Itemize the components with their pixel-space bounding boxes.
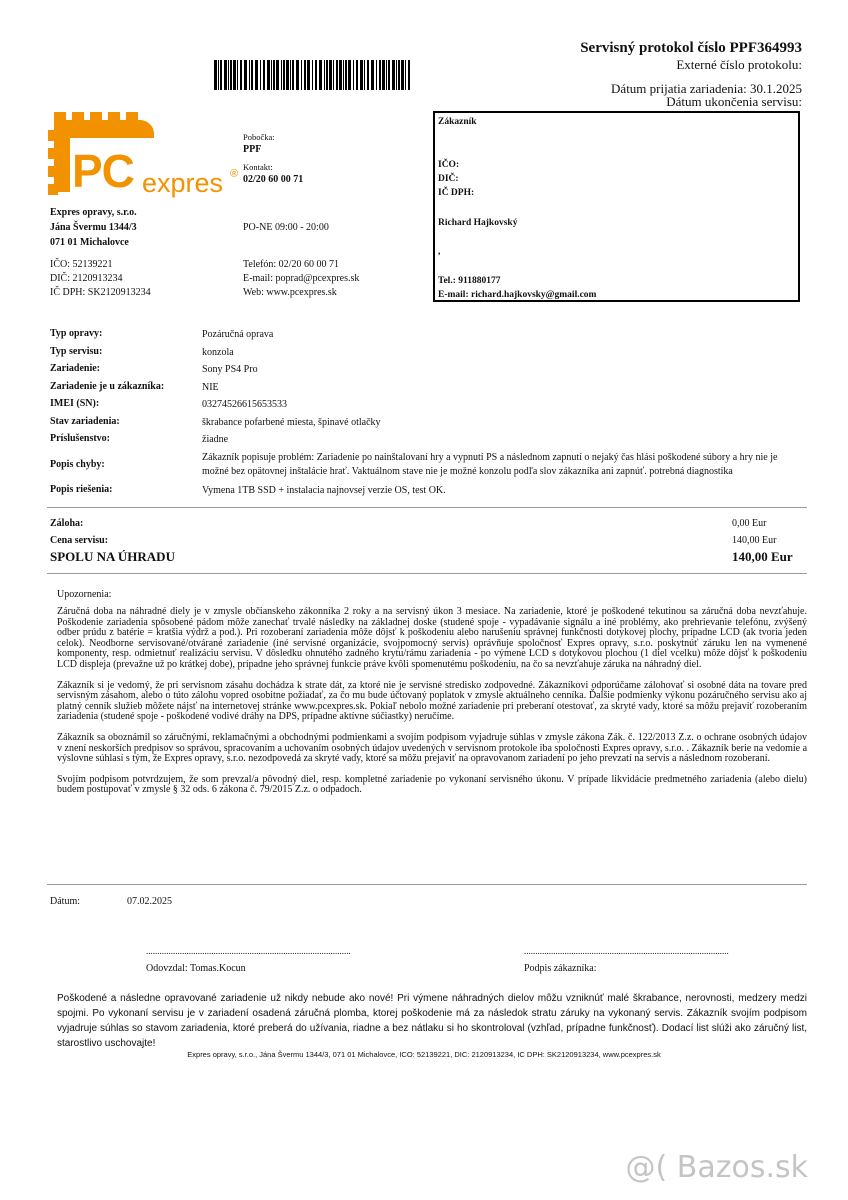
barcode-bar — [283, 60, 285, 90]
barcode-bar — [396, 60, 397, 90]
divider — [47, 884, 807, 885]
barcode-bar — [276, 60, 279, 90]
barcode-bar — [228, 60, 229, 90]
spec-label: Typ servisu: — [50, 346, 103, 357]
barcode-bar — [353, 60, 354, 90]
branch-email: E-mail: poprad@pcexpres.sk — [243, 273, 360, 284]
spec-label: Stav zariadenia: — [50, 416, 120, 427]
notice-paragraph: Zákazník si je vedomý, že pri servisnom zásahu dochádza k strate dát, za ktoré nie je servisné stredisko zodpovedné. Zákazníkovi odporúčame zálohovať si osobné dáta na tovare pred servisným zásahom, alebo o túto zálohu vopred osobitne požiadať, za čo mu bude účtovaný poplatok v zmysle aktuálneho cenníka. Ďalšie podmienky výkonu pozáručného servisu ako aj platný cenník služieb môžete nájsť na internetovej stránke www.pcexpres.sk. Pokiaľ nebolo možné zariadenie pri preberaní otestovať, za skryté vady, ktoré sa môžu prejaviť rozoberaním zariadenia (studené spoje - poškodené vodivé dráhy na DPS, prípadne aktívne súčiastky) neručíme. — [57, 679, 807, 723]
customer-address: , — [438, 247, 441, 257]
barcode-bar — [408, 60, 410, 90]
date-label: Dátum: — [50, 896, 80, 907]
branch-label: Pobočka: — [243, 132, 275, 142]
barcode-bar — [233, 60, 236, 90]
barcode-bar — [339, 60, 342, 90]
barcode-bar — [230, 60, 232, 90]
barcode-bar — [271, 60, 272, 90]
barcode-bar — [371, 60, 374, 90]
barcode-bar — [336, 60, 338, 90]
barcode-bar — [260, 60, 261, 90]
barcode-bar — [345, 60, 347, 90]
barcode-bar — [360, 60, 363, 90]
barcode-bar — [329, 60, 332, 90]
notice-paragraph: Záručná doba na náhradné diely je v zmysle občianskeho zákonníka 2 roky a na servisný úkon 3 mesiace. Na zariadenie, ktoré je poškodené tekutinou sa záručná doba nevzťahuje. Poškodenie zariadenia spôsobené pádom môže zanechať trvalé následky na základnej doske (studené spoje - vypadávanie signálu a iné problémy, ako prehrievanie telefónu, zvýšený odber prúdu z batérie = kratšia výdrž a pod.). Pri rozoberaní zariadenia môže dôjsť k poškodeniu alebo narušeniu správnej funkčnosti dotykovej plochy, prípadne LCD (ak tvoria jeden celok). Neodborne servisované/otvárané zariadenie (iné servisné organizácie, svojpomocný servis) oprávňuje spoločnosť Expres opravy, s.r.o. poskytnúť záruku len na vymenené komponenty, resp. odmietnuť realizáciu servisu. V dôsledku ohnutého zadného krytu/rámu zariadenia - po výmene LCD s dotykovou plochou (1 diel vcelku) môže dôjsť k poškodeniu LCD displeja (prevažne už po krátkej dobe), prípadne jeho správnej funkcie práve kvôli spomenutému poškodeniu, na čo sa nevzťahuje záruka na náhradný diel. — [57, 606, 807, 670]
barcode-bar — [255, 60, 258, 90]
spec-label: Typ opravy: — [50, 328, 103, 339]
barcode-bar — [356, 60, 358, 90]
notice-paragraph: Zákazník sa oboznámil so záručnými, reklamačnými a obchodnými podmienkami a svojím podpisom vyjadruje súhlas v zmysle zákona Zák. č. 122/2013 Z.z. o ochrane osobných údajov v znení neskorších predpisov so správou, spracovaním a uchovaním osobných údajov uvedených v servisnom protokole iba spoločnosti Expres opravy, s.r.o. . Zákazník berie na vedomie a výslovne súhlasí s tým, že Expres opravy, s.r.o. nezodpovedá za skryté vady, ktoré sa môžu prejaviť na opravovanom zariadení po jeho prevzatí na servis a následnom rozoberaní. — [57, 731, 808, 765]
barcode-bar — [263, 60, 265, 90]
customer-icdph: IČ DPH: — [438, 188, 475, 198]
barcode-bar — [224, 60, 227, 90]
notice-heading: Upozornenia: — [57, 589, 112, 600]
spec-value: Zákazník popisuje problém: Zariadenie po nainštalovaní hry a vypnutí PS a následnom zapnutí o nejaký čas hlási poškodené súbory a hry nie je možné bez opätovnej inštalácie hrať. Vaktuálnom stave nie je možné konzolu podľa slov zákazníka ani zapnúť. potrebná diagnostika — [202, 452, 778, 477]
spec-label: Príslušenstvo: — [50, 433, 110, 444]
opening-hours: PO-NE 09:00 - 20:00 — [243, 222, 329, 233]
deposit-value: 0,00 Eur — [732, 518, 767, 529]
company-ico: IČO: 52139221 — [50, 259, 113, 270]
customer-signature-label: Podpis zákazníka: — [524, 963, 597, 974]
notice-text — [57, 607, 807, 806]
barcode-bar — [376, 60, 377, 90]
barcode-bar — [386, 60, 387, 90]
service-price-label: Cena servisu: — [50, 535, 109, 546]
barcode-bar — [240, 60, 242, 90]
customer-ico: IČO: — [438, 160, 460, 170]
barcode-bar — [307, 60, 310, 90]
barcode-bar — [343, 60, 344, 90]
finished-date: Dátum ukončenia servisu: — [666, 94, 802, 109]
service-price-value: 140,00 Eur — [732, 535, 777, 546]
barcode-bar — [401, 60, 404, 90]
barcode-bar — [392, 60, 395, 90]
barcode-bar — [220, 60, 222, 90]
barcode-bar — [301, 60, 302, 90]
spec-label: Zariadenie je u zákazníka: — [50, 381, 165, 392]
logo-registered: ® — [230, 168, 239, 180]
customer-phone: Tel.: 911880177 — [438, 276, 501, 286]
customer-heading: Zákazník — [438, 117, 477, 127]
branch-value: PPF — [243, 144, 262, 155]
company-city: 071 01 Michalovce — [50, 237, 129, 248]
barcode-bar — [398, 60, 400, 90]
barcode-bar — [388, 60, 390, 90]
barcode-bar — [218, 60, 219, 90]
barcode-bar — [304, 60, 306, 90]
deposit-label: Záloha: — [50, 518, 84, 529]
barcode-bar — [405, 60, 406, 90]
warning-text: Poškodené a následne opravované zariadenie už nikdy nebude ako nové! Pri výmene náhradných dielov môžu vzniknúť malé škrabance, nerovnosti, medzery medzi spojmi. Po vykonaní servisu je v zariadení osadená záručná plomba, ktorej poškodenie má za následok stratu záruky na vykonaný servis. Zákazník svojím podpisom vyjadruje súhlas so stavom zariadenia, ktoré preberá do užívania, riadne a bez nátlaku si ho skontroloval (vzhľad, prípadne funkčnosť). Dodací list slúži ako záručný list, starostlivo uschovajte! — [57, 993, 807, 1049]
spec-label: Popis riešenia: — [50, 484, 113, 495]
date-value: 07.02.2025 — [127, 896, 172, 907]
spec-value: 03274526615653533 — [202, 399, 287, 410]
external-number: Externé číslo protokolu: — [676, 57, 802, 72]
contact-value: 02/20 60 00 71 — [243, 174, 304, 185]
logo-text-pc: PC — [72, 145, 134, 197]
barcode-bar — [324, 60, 325, 90]
barcode-bar — [267, 60, 270, 90]
divider — [47, 507, 807, 508]
spec-value: Vymena 1TB SSD + instalacia najnovsej verzie OS, test OK. — [202, 485, 446, 496]
pc-expres-logo — [48, 112, 244, 204]
barcode-bar — [290, 60, 291, 90]
total-value: 140,00 Eur — [732, 549, 793, 564]
barcode — [214, 60, 410, 90]
customer-name: Richard Hajkovský — [438, 218, 518, 228]
handed-over-by: Odovzdal: Tomas.Kocun — [146, 963, 246, 974]
handover-signature-line: ........................................................................................... — [146, 946, 351, 956]
barcode-bar — [214, 60, 217, 90]
branch-phone: Telefón: 02/20 60 00 71 — [243, 259, 339, 270]
barcode-bar — [382, 60, 385, 90]
barcode-bar — [326, 60, 328, 90]
barcode-bar — [244, 60, 247, 90]
customer-email: E-mail: richard.hajkovsky@gmail.com — [438, 290, 597, 300]
barcode-bar — [364, 60, 365, 90]
spec-value: NIE — [202, 382, 219, 393]
contact-label: Kontakt: — [243, 162, 273, 172]
company-icdph: IČ DPH: SK2120913234 — [50, 287, 151, 298]
barcode-bar — [319, 60, 322, 90]
barcode-bar — [286, 60, 289, 90]
barcode-bar — [251, 60, 253, 90]
branch-web: Web: www.pcexpres.sk — [243, 287, 337, 298]
customer-box — [433, 111, 800, 302]
barcode-bar — [237, 60, 238, 90]
total-label: SPOLU NA ÚHRADU — [50, 549, 175, 564]
spec-value: Pozáručná oprava — [202, 329, 274, 340]
spec-label: Zariadenie: — [50, 363, 100, 374]
barcode-bar — [312, 60, 313, 90]
spec-value: konzola — [202, 347, 234, 358]
barcode-bar — [273, 60, 275, 90]
notice-paragraph: Svojím podpisom potvrdzujem, že som prevzal/a pôvodný diel, resp. kompletné zariadenie po vykonaní servisného úkonu. V prípade likvidácie predmetného zariadenia (alebo dielu) budem postupovať v zmysle § 32 ods. 6 zákona č. 79/2015 Z.z. o odpadoch. — [57, 773, 807, 796]
barcode-bar — [367, 60, 369, 90]
protocol-title: Servisný protokol číslo PPF364993 — [580, 40, 802, 56]
spec-label: Popis chyby: — [50, 459, 105, 470]
customer-signature-line: ........................................................................................... — [524, 946, 729, 956]
company-dic: DIČ: 2120913234 — [50, 273, 123, 284]
spec-value: žiadne — [202, 434, 229, 445]
spec-label: IMEI (SN): — [50, 398, 100, 409]
barcode-bar — [292, 60, 294, 90]
barcode-bar — [249, 60, 250, 90]
company-street: Jána Švermu 1344/3 — [50, 222, 137, 233]
company-name: Expres opravy, s.r.o. — [50, 207, 137, 218]
divider — [47, 573, 807, 574]
barcode-bar — [333, 60, 334, 90]
bazos-watermark: @( Bazos.sk — [625, 1150, 808, 1185]
barcode-bar — [315, 60, 317, 90]
customer-dic: DIČ: — [438, 174, 459, 184]
spec-value: škrabance pofarbené miesta, špinavé otlačky — [202, 417, 381, 428]
received-date: Dátum prijatia zariadenia: 30.1.2025 — [611, 81, 802, 96]
footer-company-info: Expres opravy, s.r.o., Jána Švermu 1344/3, 071 01 Michalovce, ICO: 52139221, DIC: 2120913234, IC DPH: SK2120913234, www.pcexpres.sk — [187, 1050, 661, 1059]
barcode-bar — [296, 60, 299, 90]
barcode-bar — [348, 60, 351, 90]
logo-text-expres: expres — [142, 168, 224, 198]
barcode-bar — [379, 60, 381, 90]
spec-value: Sony PS4 Pro — [202, 364, 258, 375]
barcode-bar — [281, 60, 282, 90]
